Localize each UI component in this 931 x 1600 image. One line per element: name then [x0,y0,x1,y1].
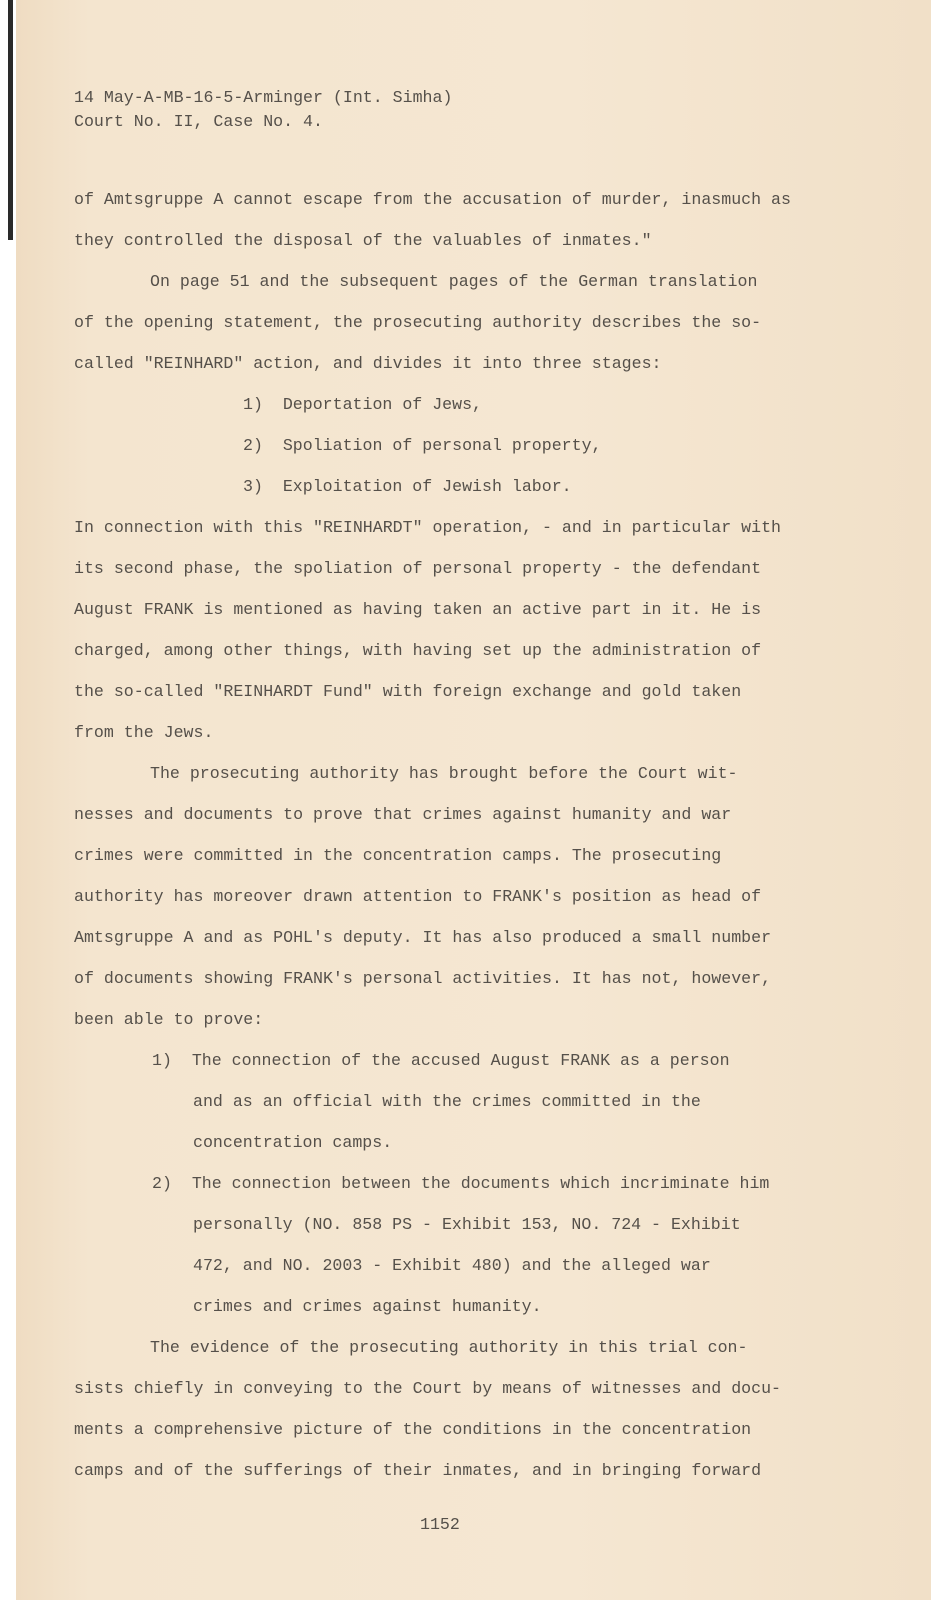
text-line: 2) The connection between the documents which incriminate him [152,1174,770,1193]
header-line-2: Court No. II, Case No. 4. [74,112,323,131]
text-line: The evidence of the prosecuting authority in this trial con- [150,1338,748,1357]
text-line: On page 51 and the subsequent pages of the German translation [150,272,758,291]
text-line: 2) Spoliation of personal property, [243,436,602,455]
text-line: crimes and crimes against humanity. [193,1297,542,1316]
text-line: charged, among other things, with having set up the administration of [74,641,762,660]
text-line: they controlled the disposal of the valuables of inmates." [74,231,652,250]
text-line: In connection with this "REINHARDT" operation, - and in particular with [74,518,782,537]
text-line: authority has moreover drawn attention to FRANK's position as head of [74,887,762,906]
text-line: the so-called "REINHARDT Fund" with foreign exchange and gold taken [74,682,742,701]
page-number: 1152 [420,1515,460,1534]
text-line: camps and of the sufferings of their inmates, and in bringing forward [74,1461,762,1480]
text-line: August FRANK is mentioned as having taken an active part in it. He is [74,600,762,619]
text-line: 472, and NO. 2003 - Exhibit 480) and the alleged war [193,1256,711,1275]
text-line: 1) The connection of the accused August FRANK as a person [152,1051,730,1070]
text-line: personally (NO. 858 PS - Exhibit 153, NO. 724 - Exhibit [193,1215,741,1234]
text-line: concentration camps. [193,1133,393,1152]
text-line: The prosecuting authority has brought before the Court wit- [150,764,738,783]
page-edge [0,0,16,1600]
text-line: of the opening statement, the prosecuting authority describes the so- [74,313,762,332]
text-line: its second phase, the spoliation of personal property - the defendant [74,559,762,578]
text-line: been able to prove: [74,1010,264,1029]
text-line: 1) Deportation of Jews, [243,395,482,414]
text-line: called "REINHARD" action, and divides it into three stages: [74,354,662,373]
header-line-1: 14 May-A-MB-16-5-Arminger (Int. Simha) [74,88,453,107]
text-line: Amtsgruppe A and as POHL's deputy. It has also produced a small number [74,928,772,947]
text-line: ments a comprehensive picture of the conditions in the concentration [74,1420,752,1439]
text-line: crimes were committed in the concentration camps. The prosecuting [74,846,722,865]
text-line: nesses and documents to prove that crimes against humanity and war [74,805,732,824]
text-line: of documents showing FRANK's personal activities. It has not, however, [74,969,772,988]
text-line: sists chiefly in conveying to the Court by means of witnesses and docu- [74,1379,782,1398]
text-line: 3) Exploitation of Jewish labor. [243,477,572,496]
text-line: from the Jews. [74,723,214,742]
text-line: of Amtsgruppe A cannot escape from the accusation of murder, inasmuch as [74,190,791,209]
text-line: and as an official with the crimes committed in the [193,1092,701,1111]
